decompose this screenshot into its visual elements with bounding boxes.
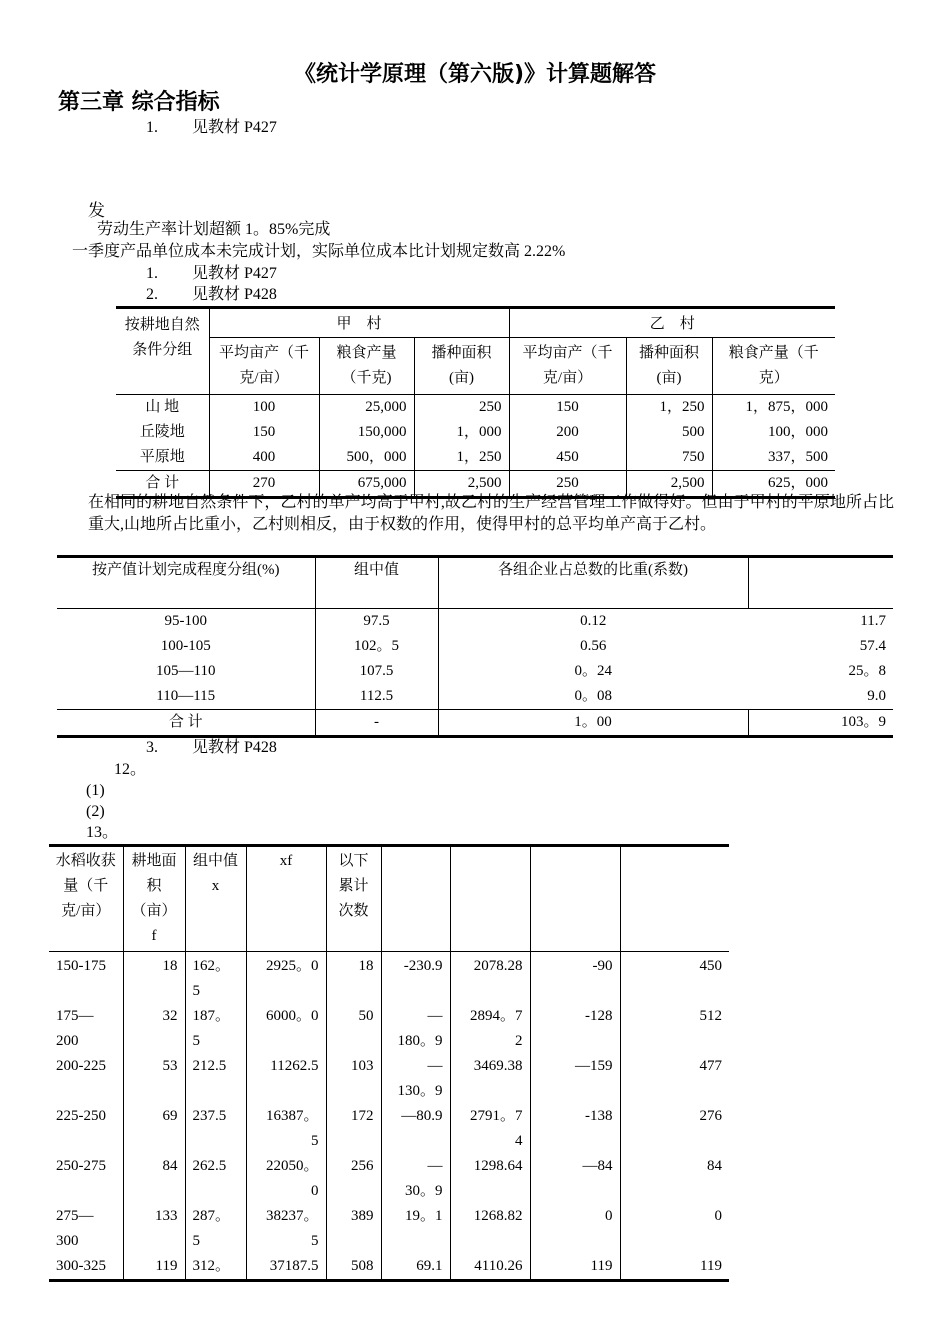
row-label [49, 1254, 123, 1281]
col8-header [530, 846, 620, 952]
cell-line: 2791。7 [469, 1108, 523, 1124]
table-row [57, 609, 893, 635]
cell-line: 18 [162, 958, 178, 974]
cell-line: 130。9 [397, 1083, 443, 1099]
cell-line: 150-175 [56, 958, 106, 974]
item-1-number: 1. [146, 119, 158, 136]
cell: 0。08 [438, 684, 748, 710]
cell-line: 11262.5 [270, 1058, 319, 1074]
cell-line: 225-250 [56, 1108, 106, 1124]
cell-line: 84 [162, 1158, 178, 1174]
cell-line: 69.1 [416, 1258, 443, 1274]
cell-line: 84 [707, 1158, 722, 1174]
item-1 [146, 118, 277, 138]
cell [530, 1204, 620, 1254]
cell [620, 952, 729, 1005]
col9-header [620, 846, 729, 952]
yield-group-header: 水稻收获量（千克/亩） [49, 846, 123, 952]
row-label [49, 1054, 123, 1104]
cell-line: 119 [155, 1258, 178, 1274]
cell: 105—110 [156, 663, 216, 679]
yi-avg-yield-header: 平均亩产（千克/亩） [509, 338, 626, 395]
cell [620, 1154, 729, 1204]
cell-line: 38237。 [265, 1208, 319, 1224]
cell-line: — [427, 1158, 443, 1174]
cell: 95-100 [164, 613, 207, 629]
midpoint-header: 组中值 x [185, 846, 246, 952]
cell [326, 1104, 381, 1154]
cell [530, 952, 620, 1005]
cell-line: 1268.82 [473, 1208, 523, 1224]
cell: 102。5 [315, 634, 438, 659]
cell-line: 1298.64 [473, 1158, 523, 1174]
cell-line: 2 [515, 1033, 523, 1049]
cell-line: -90 [592, 958, 613, 974]
cell [381, 1204, 450, 1254]
cell [450, 1104, 530, 1154]
village-jia-header: 甲 村 [209, 308, 509, 338]
cell-line: 187。 [192, 1008, 231, 1024]
cell-line: 30。9 [404, 1183, 443, 1199]
cell-spacer [254, 979, 319, 1004]
table-row [49, 1154, 729, 1204]
cell: 25。8 [848, 663, 886, 679]
plan-completion-table [57, 555, 893, 738]
cell: 270 [209, 471, 319, 498]
cell [530, 1154, 620, 1204]
cell-line: 200 [56, 1033, 79, 1049]
table-row [49, 1204, 729, 1254]
cell: 0.12 [438, 609, 748, 635]
cell-line: 4 [515, 1133, 523, 1149]
cell [530, 1254, 620, 1281]
cell-line: —159 [575, 1058, 613, 1074]
row-label [49, 1104, 123, 1154]
cell-spacer [131, 1179, 178, 1204]
part-1: (1) [86, 782, 105, 799]
cell-line: 275— [56, 1208, 94, 1224]
cell: 1。00 [438, 710, 748, 737]
cell-spacer [628, 1129, 723, 1154]
cell-spacer [334, 1229, 374, 1254]
cell [530, 1104, 620, 1154]
row-label: 平原地 [139, 449, 185, 465]
cell-line: -128 [585, 1008, 613, 1024]
product-header [748, 557, 893, 609]
item-1-text: 见教材 P427 [192, 119, 277, 136]
cell: 1，250 [626, 395, 712, 421]
cell-line: 19。1 [404, 1208, 443, 1224]
cell [246, 952, 326, 1005]
cell-line: — [427, 1058, 443, 1074]
cell-line: 389 [351, 1208, 374, 1224]
cell-line: 18 [358, 958, 374, 974]
cell-spacer [389, 1129, 443, 1154]
cell [246, 1204, 326, 1254]
cell: 0.56 [438, 634, 748, 659]
cell: 57.4 [859, 638, 886, 654]
cell-line: 119 [700, 1258, 722, 1274]
cell [326, 1154, 381, 1204]
cell-spacer [458, 1229, 523, 1254]
cell-line: 2078.28 [473, 958, 523, 974]
item-2-text: 见教材 P428 [192, 286, 277, 303]
total-label: 合 计 [145, 475, 180, 491]
cell [246, 1104, 326, 1154]
cell: 11.7 [860, 613, 886, 629]
cell-spacer [56, 1179, 116, 1204]
cell-line: -230.9 [403, 958, 443, 974]
row-label [49, 1154, 123, 1204]
cell-spacer [193, 1129, 239, 1154]
cell [381, 1104, 450, 1154]
cell: 107.5 [315, 659, 438, 684]
total-row [57, 710, 893, 737]
cell-line: 477 [699, 1058, 722, 1074]
cell-line: 212.5 [192, 1058, 227, 1074]
item-3-text: 见教材 P428 [192, 739, 277, 756]
row-label [49, 1204, 123, 1254]
cell-line: 237.5 [192, 1108, 227, 1124]
cell-line: 5 [311, 1233, 319, 1249]
cell: 250 [509, 471, 626, 498]
table-row [49, 1054, 729, 1104]
cell [185, 952, 246, 1005]
cell-spacer [538, 979, 613, 1004]
cell [185, 1104, 246, 1154]
cell-line: 200-225 [56, 1058, 106, 1074]
col6-header [381, 846, 450, 952]
table-row [49, 1104, 729, 1154]
cell: 150 [209, 420, 319, 445]
problem-13: 13。 [86, 824, 119, 841]
cell-line: 2925。0 [265, 958, 319, 974]
cell [123, 1054, 185, 1104]
cell-line: 50 [358, 1008, 374, 1024]
cell-spacer [334, 1079, 374, 1104]
cell [123, 1004, 185, 1054]
cell: 2,500 [414, 471, 509, 498]
table-row [49, 952, 729, 1005]
table-row [49, 1004, 729, 1054]
cell-spacer [56, 1079, 116, 1104]
cell [620, 1104, 729, 1154]
table-row [116, 395, 835, 421]
jia-area-header: 播种面积(亩) [414, 338, 509, 395]
cell-spacer [628, 1179, 723, 1204]
cell-spacer [389, 979, 443, 1004]
problem-12: 12。 [114, 761, 147, 778]
cell [185, 1054, 246, 1104]
cell [381, 1054, 450, 1104]
cell-line: 312。 [192, 1258, 231, 1274]
cell: 112.5 [315, 684, 438, 710]
row-label: 丘陵地 [139, 424, 185, 440]
cell: - [315, 710, 438, 737]
cell [381, 952, 450, 1005]
cell-line: 162。 [192, 958, 231, 974]
cell: 1，875，000 [712, 395, 835, 421]
cell [246, 1054, 326, 1104]
unit-cost-line: 一季度产品单位成本未完成计划，实际单位成本比计划规定数高 2.22% [72, 243, 566, 260]
cell [326, 952, 381, 1005]
cell: 450 [509, 445, 626, 471]
row-label [49, 952, 123, 1005]
item-3 [146, 738, 277, 758]
cell-spacer [131, 1229, 178, 1254]
item-2-number: 2. [146, 286, 158, 303]
jia-avg-yield-header: 平均亩产（千克/亩） [209, 338, 319, 395]
cell [450, 1154, 530, 1204]
cell: 150,000 [319, 420, 414, 445]
cell-spacer [131, 1079, 178, 1104]
cell: 250 [414, 395, 509, 421]
cell [381, 1254, 450, 1281]
cell-spacer [628, 1079, 723, 1104]
item-1b-text: 见教材 P427 [192, 265, 277, 282]
cell: 0。24 [438, 659, 748, 684]
table-row [116, 445, 835, 471]
item-2 [146, 285, 277, 305]
cell-line: 262.5 [192, 1158, 227, 1174]
row-label [49, 1004, 123, 1054]
jia-output-header: 粮食产量（千克) [319, 338, 414, 395]
cell-line: 119 [590, 1258, 613, 1274]
cell-spacer [254, 1029, 319, 1054]
cell [450, 1054, 530, 1104]
cell: 2,500 [626, 471, 712, 498]
cell [530, 1054, 620, 1104]
cell-spacer [389, 1229, 443, 1254]
cell-line: 53 [162, 1058, 178, 1074]
cell-line: 3469.38 [473, 1058, 523, 1074]
col7-header [450, 846, 530, 952]
cell-line: 180。9 [397, 1033, 443, 1049]
cell-spacer [193, 1079, 239, 1104]
chapter-heading: 第三章 综合指标 [58, 90, 220, 115]
cell-line: — [427, 1008, 443, 1024]
cell-line: 4110.26 [474, 1258, 523, 1274]
cell-spacer [131, 1129, 178, 1154]
cell-line: 450 [699, 958, 722, 974]
cell-spacer [538, 1029, 613, 1054]
cell: 25,000 [319, 395, 414, 421]
cell: 500，000 [319, 445, 414, 471]
cell-line: 2894。7 [469, 1008, 523, 1024]
cell [185, 1154, 246, 1204]
cell-spacer [131, 979, 178, 1004]
cell-spacer [193, 1179, 239, 1204]
cell-line: —84 [582, 1158, 613, 1174]
cell: 100，000 [712, 420, 835, 445]
cell [620, 1054, 729, 1104]
cell-spacer [538, 1129, 613, 1154]
cell-spacer [334, 1029, 374, 1054]
cell-spacer [538, 1179, 613, 1204]
cell-line: 0 [311, 1183, 319, 1199]
cell [326, 1254, 381, 1281]
cell [123, 1254, 185, 1281]
village-yi-header: 乙 村 [509, 308, 835, 338]
cell [326, 1054, 381, 1104]
cell: 97.5 [315, 609, 438, 635]
cumulative-header: 以下累计次数 [326, 846, 381, 952]
area-header: 耕地面积（亩）f [123, 846, 185, 952]
cell-spacer [458, 1079, 523, 1104]
cell-line: 103 [351, 1058, 374, 1074]
cell: 110—115 [156, 688, 216, 704]
cell [620, 1004, 729, 1054]
cell-line: 6000。0 [265, 1008, 319, 1024]
cell-line: 5 [311, 1133, 319, 1149]
cell: 9.0 [867, 688, 886, 704]
page-title: 《统计学原理（第六版)》计算题解答 [293, 62, 657, 87]
cell-line: 172 [351, 1108, 374, 1124]
cell-line: 300-325 [56, 1258, 106, 1274]
cell [123, 1104, 185, 1154]
cell: 400 [209, 445, 319, 471]
cell [620, 1254, 729, 1281]
cell-spacer [334, 979, 374, 1004]
cell-line: 276 [699, 1108, 722, 1124]
yi-area-header: 播种面积(亩) [626, 338, 712, 395]
table-row [57, 684, 893, 710]
cell-line: 256 [351, 1158, 374, 1174]
cell: 675,000 [319, 471, 414, 498]
cell-line: 508 [351, 1258, 374, 1274]
cell-line: 287。 [192, 1208, 231, 1224]
cell [450, 952, 530, 1005]
cell-line: 37187.5 [269, 1258, 319, 1274]
cell-line: 250-275 [56, 1158, 106, 1174]
cell [185, 1204, 246, 1254]
cell [185, 1004, 246, 1054]
cell: 100-105 [160, 638, 211, 654]
cell [450, 1204, 530, 1254]
xf-header: xf [246, 846, 326, 952]
cell-line: 0 [714, 1208, 722, 1224]
cell-line: —80.9 [401, 1108, 443, 1124]
cell-spacer [458, 1179, 523, 1204]
cell-line: 133 [155, 1208, 178, 1224]
cell-line: 69 [162, 1108, 178, 1124]
cell-spacer [131, 1029, 178, 1054]
analysis-paragraph: 在相同的耕地自然条件下，乙村的单产均高于甲村,故乙村的生产经营管理工作做得好。但由于甲村的平原地所占比重大,山地所占比重小，乙村则相反，由于权数的作用，使得甲村的总平均单产高于乙村。 [88, 494, 894, 533]
cell: 500 [626, 420, 712, 445]
cell-spacer [538, 1229, 613, 1254]
table-row [116, 420, 835, 445]
cell-line: 0 [605, 1208, 613, 1224]
labor-productivity-line: 劳动生产率计划超额 1。85%完成 [97, 221, 331, 238]
table-row [57, 659, 893, 684]
cell [246, 1004, 326, 1054]
cell-spacer [334, 1179, 374, 1204]
table-row [57, 634, 893, 659]
item-1b-number: 1. [146, 265, 158, 282]
cell-line: 5 [192, 1233, 200, 1249]
village-yield-table [116, 306, 835, 499]
cell: 1，250 [414, 445, 509, 471]
cell-spacer [56, 979, 116, 1004]
cell-spacer [628, 1229, 723, 1254]
cell-line: 512 [699, 1008, 722, 1024]
table-row [49, 1254, 729, 1281]
item-1b [146, 264, 277, 284]
cell [185, 1254, 246, 1281]
total-label: 合 计 [168, 714, 203, 730]
cell [450, 1254, 530, 1281]
yi-output-header: 粮食产量（千克） [712, 338, 835, 395]
cell [326, 1004, 381, 1054]
cell [246, 1254, 326, 1281]
cell-spacer [56, 1129, 116, 1154]
cell [123, 1204, 185, 1254]
midpoint-header: 组中值 [315, 557, 438, 609]
cell-line: 175— [56, 1008, 94, 1024]
cell: 150 [509, 395, 626, 421]
cell [381, 1154, 450, 1204]
cell-line: 5 [192, 983, 200, 999]
fa-char: 发 [88, 201, 105, 220]
cell-spacer [628, 1029, 723, 1054]
cell-line: 300 [56, 1233, 79, 1249]
cell-spacer [254, 1079, 319, 1104]
cell-spacer [628, 979, 723, 1004]
cell-line: -138 [585, 1108, 613, 1124]
part-2: (2) [86, 803, 105, 820]
cell: 103。9 [748, 710, 893, 737]
cell: 750 [626, 445, 712, 471]
cell: 1，000 [414, 420, 509, 445]
cell-line: 5 [192, 1033, 200, 1049]
cell [530, 1004, 620, 1054]
cell [123, 952, 185, 1005]
cell-line: 32 [162, 1008, 178, 1024]
cell: 337，500 [712, 445, 835, 471]
cell-spacer [538, 1079, 613, 1104]
item-3-number: 3. [146, 739, 158, 756]
cell: 100 [209, 395, 319, 421]
cell-line: 16387。 [265, 1108, 319, 1124]
cell: 200 [509, 420, 626, 445]
cell-spacer [458, 979, 523, 1004]
cell: 625，000 [712, 471, 835, 498]
group-header: 按产值计划完成程度分组(%) [92, 562, 280, 578]
cell [123, 1154, 185, 1204]
cell [620, 1204, 729, 1254]
cell [326, 1204, 381, 1254]
row-label: 山 地 [145, 399, 180, 415]
cell [450, 1004, 530, 1054]
rice-yield-table [49, 844, 729, 1282]
cell [381, 1004, 450, 1054]
weight-header: 各组企业占总数的比重(系数) [438, 557, 748, 609]
cell [246, 1154, 326, 1204]
cell-line: 22050。 [265, 1158, 319, 1174]
group-header: 按耕地自然条件分组 [124, 317, 200, 358]
cell-spacer [334, 1129, 374, 1154]
